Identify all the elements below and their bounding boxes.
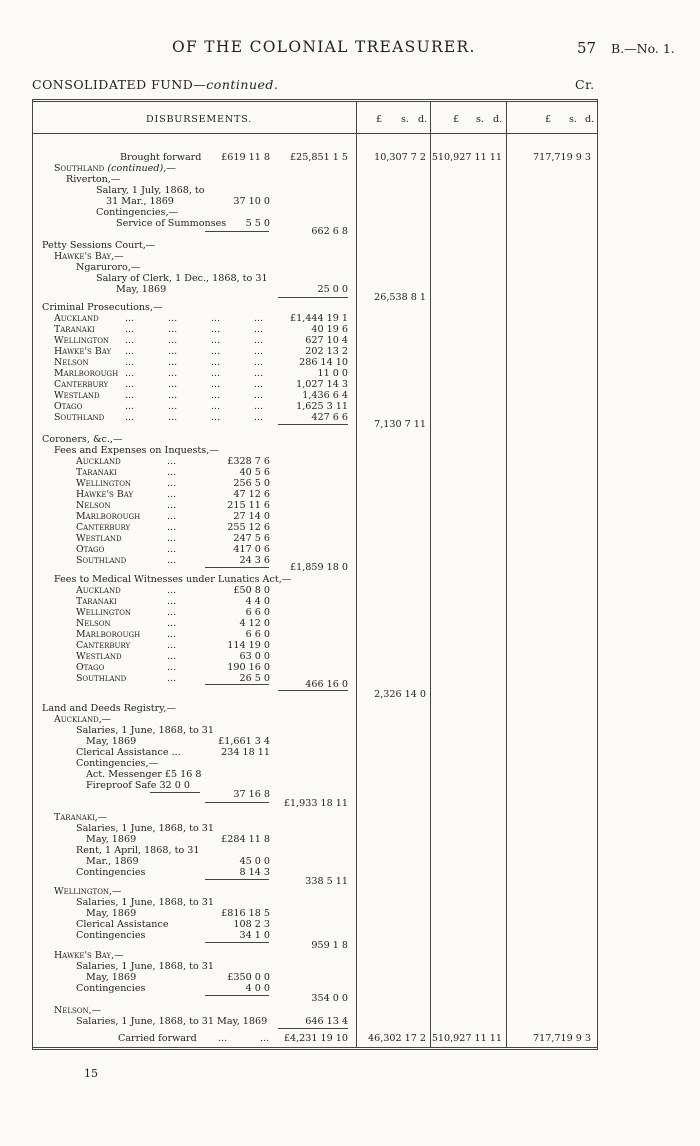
- leader-dots: ...: [167, 511, 177, 522]
- line-item: May, 1869: [86, 972, 137, 983]
- column-header-shillings: s.: [401, 114, 409, 125]
- region-name: Taranaki: [76, 596, 117, 607]
- amount: £816 18 5: [221, 908, 270, 919]
- region-amount: 40 19 6: [311, 324, 348, 335]
- leader-dots: ...: [211, 335, 221, 346]
- credit-side-label: Cr.: [575, 77, 595, 92]
- region-name: Otago: [76, 662, 105, 673]
- line-item: Auckland,—: [54, 714, 112, 725]
- line-item: Fireproof Safe 32 0 0: [86, 780, 190, 791]
- region-name: Nelson: [76, 500, 111, 511]
- leader-dots: ...: [254, 357, 264, 368]
- line-item: Salary of Clerk, 1 Dec., 1868, to 31: [96, 273, 268, 284]
- amount: 234 18 11: [221, 747, 270, 758]
- leader-dots: ...: [168, 390, 178, 401]
- leader-dots: ...: [167, 544, 177, 555]
- leader-dots: ...: [167, 533, 177, 544]
- region-amount: 4 4 0: [245, 596, 270, 607]
- brought-forward-inner: £619 11 8: [221, 152, 270, 163]
- leader-dots: ...: [125, 390, 135, 401]
- leader-dots: ...: [167, 673, 177, 684]
- leader-dots: ...: [167, 585, 177, 596]
- amount: £1,661 3 4: [218, 736, 270, 747]
- leader-dots: ...: [168, 357, 178, 368]
- amount: 8 14 3: [239, 867, 270, 878]
- region-amount: 4 12 0: [239, 618, 270, 629]
- carried-forward-mid: £4,231 19 10: [283, 1033, 348, 1044]
- region-amount: 256 5 0: [233, 478, 270, 489]
- section-heading: Criminal Prosecutions,—: [42, 302, 163, 313]
- line-item: Nelson,—: [54, 1005, 101, 1016]
- line-item: Fees and Expenses on Inquests,—: [54, 445, 219, 456]
- region-name: Wellington: [76, 607, 132, 618]
- amount: 37 10 0: [233, 196, 270, 207]
- leader-dots: ...: [168, 324, 178, 335]
- brought-forward-mid: £25,851 1 5: [290, 152, 348, 163]
- region-amount: 114 19 0: [227, 640, 270, 651]
- subtotal: 646 13 4: [305, 1016, 348, 1027]
- column-header-shillings: s.: [569, 114, 577, 125]
- leader-dots: ...: [167, 555, 177, 566]
- carried-forward-col2: 510,927 11 11: [431, 1033, 502, 1044]
- leader-dots: ...: [125, 313, 135, 324]
- amount: 34 1 0: [239, 930, 270, 941]
- document-reference: B.—No. 1.: [611, 41, 675, 56]
- region-amount: £1,444 19 1: [290, 313, 348, 324]
- sheet-number: 15: [84, 1067, 98, 1080]
- region-amount: 27 14 0: [233, 511, 270, 522]
- region-amount: £328 7 6: [227, 456, 270, 467]
- leader-dots: ...: [168, 368, 178, 379]
- column-header-pence: d.: [585, 114, 595, 125]
- region-amount: 202 13 2: [305, 346, 348, 357]
- region-amount: 6 6 0: [245, 607, 270, 618]
- line-item: Ngaruroro,—: [76, 262, 141, 273]
- subtotal: 338 5 11: [305, 876, 348, 887]
- region-amount: 1,436 6 4: [302, 390, 348, 401]
- brought-forward-col2: 510,927 11 11: [431, 152, 502, 163]
- leader-dots: ...: [167, 651, 177, 662]
- leader-dots: ...: [211, 390, 221, 401]
- line-item: Salaries, 1 June, 1868, to 31: [76, 897, 214, 908]
- region-name: Nelson: [54, 357, 89, 368]
- leader-dots: ...: [211, 379, 221, 390]
- region-name: Southland: [76, 555, 127, 566]
- line-item: Salaries, 1 June, 1868, to 31: [76, 961, 214, 972]
- section-total: 7,130 7 11: [374, 419, 426, 430]
- amount: £284 11 8: [221, 834, 270, 845]
- leader-dots: ...: [125, 401, 135, 412]
- line-item: Salaries, 1 June, 1868, to 31: [76, 823, 214, 834]
- leader-dots: ...: [125, 357, 135, 368]
- region-amount: 40 5 6: [239, 467, 270, 478]
- region-name: Hawke's Bay: [54, 346, 112, 357]
- region-name: Marlborough: [76, 511, 141, 522]
- amount: £350 0 0: [227, 972, 270, 983]
- region-amount: 215 11 6: [227, 500, 270, 511]
- region-name: Otago: [76, 544, 105, 555]
- leader-dots: ...: [125, 324, 135, 335]
- section-heading: Land and Deeds Registry,—: [42, 703, 176, 714]
- region-name: Nelson: [76, 618, 111, 629]
- brought-forward-col1: 10,307 7 2: [374, 152, 426, 163]
- leader-dots: ...: [167, 640, 177, 651]
- page-title: OF THE COLONIAL TREASURER.: [172, 38, 476, 56]
- brought-forward-label: Brought forward: [120, 152, 202, 163]
- region-name: Canterbury: [54, 379, 109, 390]
- leader-dots: ...: [167, 467, 177, 478]
- leader-dots: ...: [211, 368, 221, 379]
- leader-dots: ...: [167, 478, 177, 489]
- region-amount: 627 10 4: [305, 335, 348, 346]
- leader-dots: ...: [125, 368, 135, 379]
- region-amount: 47 12 6: [233, 489, 270, 500]
- leader-dots: ...: [211, 401, 221, 412]
- region-name: Auckland: [76, 585, 121, 596]
- line-item: Contingencies,—: [76, 758, 159, 769]
- leader-dots: ...: [254, 390, 264, 401]
- line-item: Salary, 1 July, 1868, to: [96, 185, 205, 196]
- column-header-shillings: s.: [476, 114, 484, 125]
- carried-forward-col1: 46,302 17 2: [368, 1033, 426, 1044]
- line-item: May, 1869: [116, 284, 167, 295]
- leader-dots: ...: [254, 324, 264, 335]
- region-name: Taranaki: [54, 324, 95, 335]
- page-number: 57: [577, 39, 597, 57]
- region-amount: 26 5 0: [239, 673, 270, 684]
- leader-dots: ...: [211, 313, 221, 324]
- amount: 45 0 0: [239, 856, 270, 867]
- section-heading: Coroners, &c.,—: [42, 434, 123, 445]
- region-name: Westland: [76, 533, 122, 544]
- region-name: Wellington: [54, 335, 110, 346]
- leader-dots: ...: [254, 346, 264, 357]
- leader-dots: ...: [167, 618, 177, 629]
- line-item: May, 1869: [86, 908, 137, 919]
- region-name: Marlborough: [54, 368, 119, 379]
- leader-dots: ...: [167, 629, 177, 640]
- region-name: Marlborough: [76, 629, 141, 640]
- carried-forward-col3: 717,719 9 3: [533, 1033, 591, 1044]
- leader-dots: ...: [218, 1033, 228, 1044]
- leader-dots: ...: [168, 379, 178, 390]
- leader-dots: ...: [254, 335, 264, 346]
- region-amount: 1,625 3 11: [296, 401, 348, 412]
- region-name: Auckland: [76, 456, 121, 467]
- line-item: Riverton,—: [66, 174, 121, 185]
- line-item: May, 1869: [86, 834, 137, 845]
- region-amount: £50 8 0: [233, 585, 270, 596]
- region-amount: 1,027 14 3: [296, 379, 348, 390]
- leader-dots: ...: [254, 368, 264, 379]
- amount: 37 16 8: [233, 789, 270, 800]
- region-name: Canterbury: [76, 522, 131, 533]
- section-southland: Southland (continued),—: [54, 163, 176, 174]
- amount: 108 2 3: [233, 919, 270, 930]
- column-header-pounds: £: [376, 114, 383, 125]
- region-amount: 24 3 6: [239, 555, 270, 566]
- line-item: Service of Summonses: [116, 218, 227, 229]
- subtotal: £1,859 18 0: [290, 562, 348, 573]
- region-amount: 286 14 10: [299, 357, 348, 368]
- line-item: Contingencies: [76, 930, 146, 941]
- leader-dots: ...: [254, 379, 264, 390]
- line-item: Hawke's Bay,—: [54, 251, 124, 262]
- leader-dots: ...: [167, 596, 177, 607]
- leader-dots: ...: [167, 522, 177, 533]
- region-amount: 417 0 6: [233, 544, 270, 555]
- subtotal: 662 6 8: [311, 226, 348, 237]
- leader-dots: ...: [168, 412, 178, 423]
- leader-dots: ...: [167, 607, 177, 618]
- line-item: Clerical Assistance ...: [76, 747, 181, 758]
- subtotal: 466 16 0: [305, 679, 348, 690]
- subtotal: 959 1 8: [311, 940, 348, 951]
- leader-dots: ...: [168, 313, 178, 324]
- region-name: Hawke's Bay: [76, 489, 134, 500]
- leader-dots: ...: [125, 346, 135, 357]
- leader-dots: ...: [260, 1033, 270, 1044]
- region-amount: 63 0 0: [239, 651, 270, 662]
- line-item: Fees to Medical Witnesses under Lunatics Act,—: [54, 574, 292, 585]
- carried-forward-label: Carried forward: [118, 1033, 197, 1044]
- line-item: Wellington,—: [54, 886, 122, 897]
- region-name: Westland: [76, 651, 122, 662]
- region-name: Southland: [76, 673, 127, 684]
- line-item: Contingencies,—: [96, 207, 179, 218]
- section-total: 26,538 8 1: [374, 292, 426, 303]
- leader-dots: ...: [168, 346, 178, 357]
- region-amount: 11 0 0: [317, 368, 348, 379]
- section-heading: Petty Sessions Court,—: [42, 240, 156, 251]
- line-item: Salaries, 1 June, 1868, to 31 May, 1869: [76, 1016, 268, 1027]
- leader-dots: ...: [254, 412, 264, 423]
- leader-dots: ...: [167, 500, 177, 511]
- region-name: Wellington: [76, 478, 132, 489]
- fund-heading: CONSOLIDATED FUND—continued.: [32, 77, 279, 92]
- region-name: Otago: [54, 401, 83, 412]
- region-amount: 427 6 6: [311, 412, 348, 423]
- subtotal: 354 0 0: [311, 993, 348, 1004]
- leader-dots: ...: [211, 412, 221, 423]
- subtotal: 25 0 0: [317, 284, 348, 295]
- line-item: Contingencies: [76, 867, 146, 878]
- line-item: 31 Mar., 1869: [106, 196, 174, 207]
- leader-dots: ...: [125, 412, 135, 423]
- leader-dots: ...: [167, 489, 177, 500]
- leader-dots: ...: [168, 335, 178, 346]
- amount: 4 0 0: [245, 983, 270, 994]
- leader-dots: ...: [125, 335, 135, 346]
- leader-dots: ...: [168, 401, 178, 412]
- leader-dots: ...: [167, 456, 177, 467]
- region-amount: 247 5 6: [233, 533, 270, 544]
- leader-dots: ...: [254, 401, 264, 412]
- line-item: Rent, 1 April, 1868, to 31: [76, 845, 200, 856]
- line-item: Act. Messenger £5 16 8: [86, 769, 202, 780]
- leader-dots: ...: [254, 313, 264, 324]
- disbursements-column-header: DISBURSEMENTS.: [146, 114, 253, 125]
- region-name: Auckland: [54, 313, 99, 324]
- leader-dots: ...: [211, 324, 221, 335]
- column-header-pounds: £: [453, 114, 460, 125]
- leader-dots: ...: [125, 379, 135, 390]
- leader-dots: ...: [211, 346, 221, 357]
- region-name: Westland: [54, 390, 100, 401]
- line-item: Hawke's Bay,—: [54, 950, 124, 961]
- section-total: 2,326 14 0: [374, 689, 426, 700]
- region-amount: 255 12 6: [227, 522, 270, 533]
- column-header-pence: d.: [418, 114, 428, 125]
- region-amount: 190 16 0: [227, 662, 270, 673]
- region-name: Taranaki: [76, 467, 117, 478]
- line-item: Contingencies: [76, 983, 146, 994]
- leader-dots: ...: [167, 662, 177, 673]
- amount: 5 5 0: [245, 218, 270, 229]
- line-item: Mar., 1869: [86, 856, 139, 867]
- line-item: Clerical Assistance: [76, 919, 169, 930]
- subtotal: £1,933 18 11: [283, 798, 348, 809]
- line-item: Salaries, 1 June, 1868, to 31: [76, 725, 214, 736]
- column-header-pence: d.: [493, 114, 503, 125]
- column-header-pounds: £: [545, 114, 552, 125]
- region-name: Canterbury: [76, 640, 131, 651]
- brought-forward-col3: 717,719 9 3: [533, 152, 591, 163]
- line-item: Taranaki,—: [54, 812, 108, 823]
- line-item: May, 1869: [86, 736, 137, 747]
- leader-dots: ...: [211, 357, 221, 368]
- region-amount: 6 6 0: [245, 629, 270, 640]
- region-name: Southland: [54, 412, 105, 423]
